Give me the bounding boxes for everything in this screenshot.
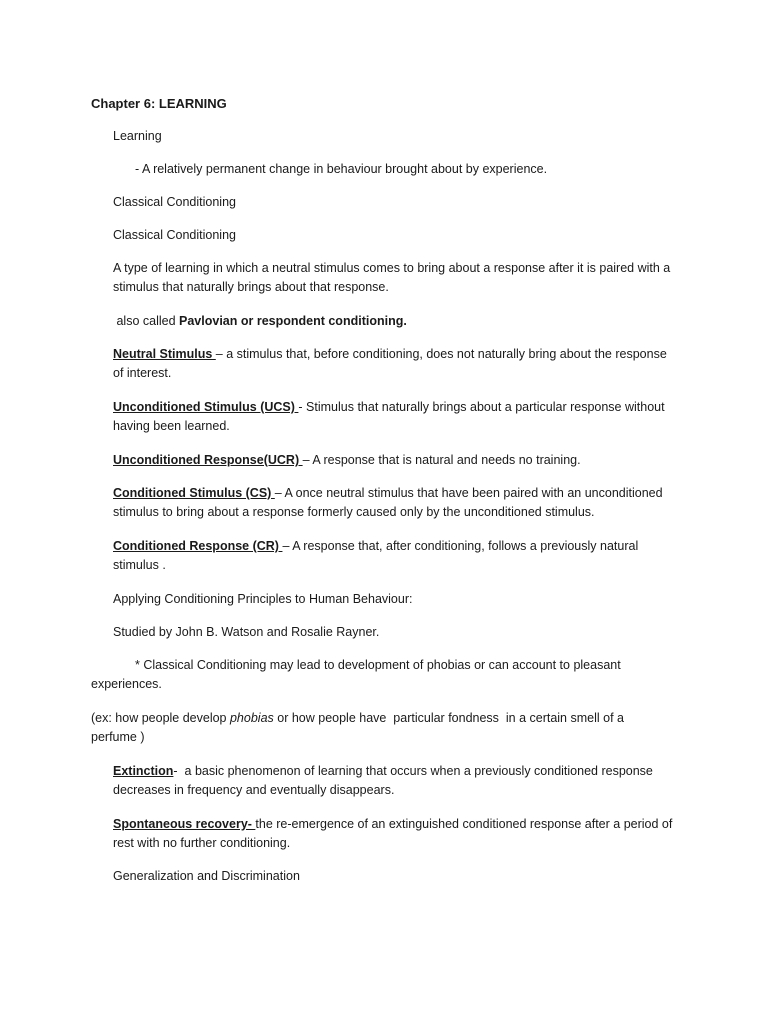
spontaneous-recovery-term: Spontaneous recovery- (113, 817, 256, 831)
learning-heading: Learning (113, 129, 162, 143)
chapter-title: Chapter 6: LEARNING (91, 96, 227, 111)
ucr-term: Unconditioned Response(UCR) (113, 453, 303, 467)
extinction-text: - a basic phenomenon of learning that occurs when a previously conditioned response decreases in frequency and eventually disappears. (113, 764, 657, 797)
classical-conditioning-heading: Classical Conditioning (113, 195, 236, 209)
spontaneous-recovery-text: the re-emergence of an extinguished conditioned response after a period of rest with no further conditioning. (113, 817, 673, 850)
extinction-term: Extinction (113, 764, 174, 778)
example-italic-phobias: phobias (229, 711, 274, 725)
studied-by-line: Studied by John B. Watson and Rosalie Rayner. (113, 625, 380, 639)
neutral-stimulus-text: – a stimulus that, before conditioning, does not naturally bring about the response of interest. (113, 347, 667, 380)
also-called-prefix: also called (113, 314, 180, 328)
extinction-definition (113, 762, 678, 800)
cs-term: Conditioned Stimulus (CS) (113, 486, 275, 500)
ucs-text: - Stimulus that naturally brings about a particular response without having been learned. (113, 400, 665, 433)
applying-heading: Applying Conditioning Principles to Human Behaviour: (113, 592, 413, 606)
generalization-heading: Generalization and Discrimination (113, 869, 300, 883)
cr-text: – A response that, after conditioning, follows a previously natural stimulus . (113, 539, 639, 572)
classical-conditioning-definition: A type of learning in which a neutral stimulus comes to bring about a response after it is paired with a stimulus that naturally brings about that response. (113, 261, 671, 294)
ucr-definition (113, 451, 678, 470)
example-text-start: (ex: how people develop (91, 711, 230, 725)
spontaneous-recovery-definition (113, 815, 678, 853)
cs-text: – A once neutral stimulus that have been paired with an unconditioned stimulus to bring about a response formerly caused only by the unconditioned stimulus. (113, 486, 663, 519)
neutral-stimulus-definition (113, 345, 678, 383)
neutral-stimulus-term: Neutral Stimulus (113, 347, 216, 361)
also-called-emphasis: Pavlovian or respondent conditioning. (179, 314, 407, 328)
phobia-note: * Classical Conditioning may lead to development of phobias or can account to pleasant experiences. (91, 658, 621, 691)
example-paragraph (91, 709, 651, 747)
classical-conditioning-heading-repeat: Classical Conditioning (113, 228, 236, 242)
cr-definition (113, 537, 678, 575)
ucr-text: – A response that is natural and needs no training. (302, 453, 581, 467)
ucs-term: Unconditioned Stimulus (UCS) (113, 400, 299, 414)
cs-definition (113, 484, 678, 522)
also-called-paragraph (113, 312, 407, 331)
ucs-definition (113, 398, 678, 436)
learning-definition: - A relatively permanent change in behaviour brought about by experience. (135, 162, 548, 176)
cr-term: Conditioned Response (CR) (113, 539, 283, 553)
example-text-end: or how people have particular fondness in a certain smell of a perfume ) (91, 711, 628, 744)
